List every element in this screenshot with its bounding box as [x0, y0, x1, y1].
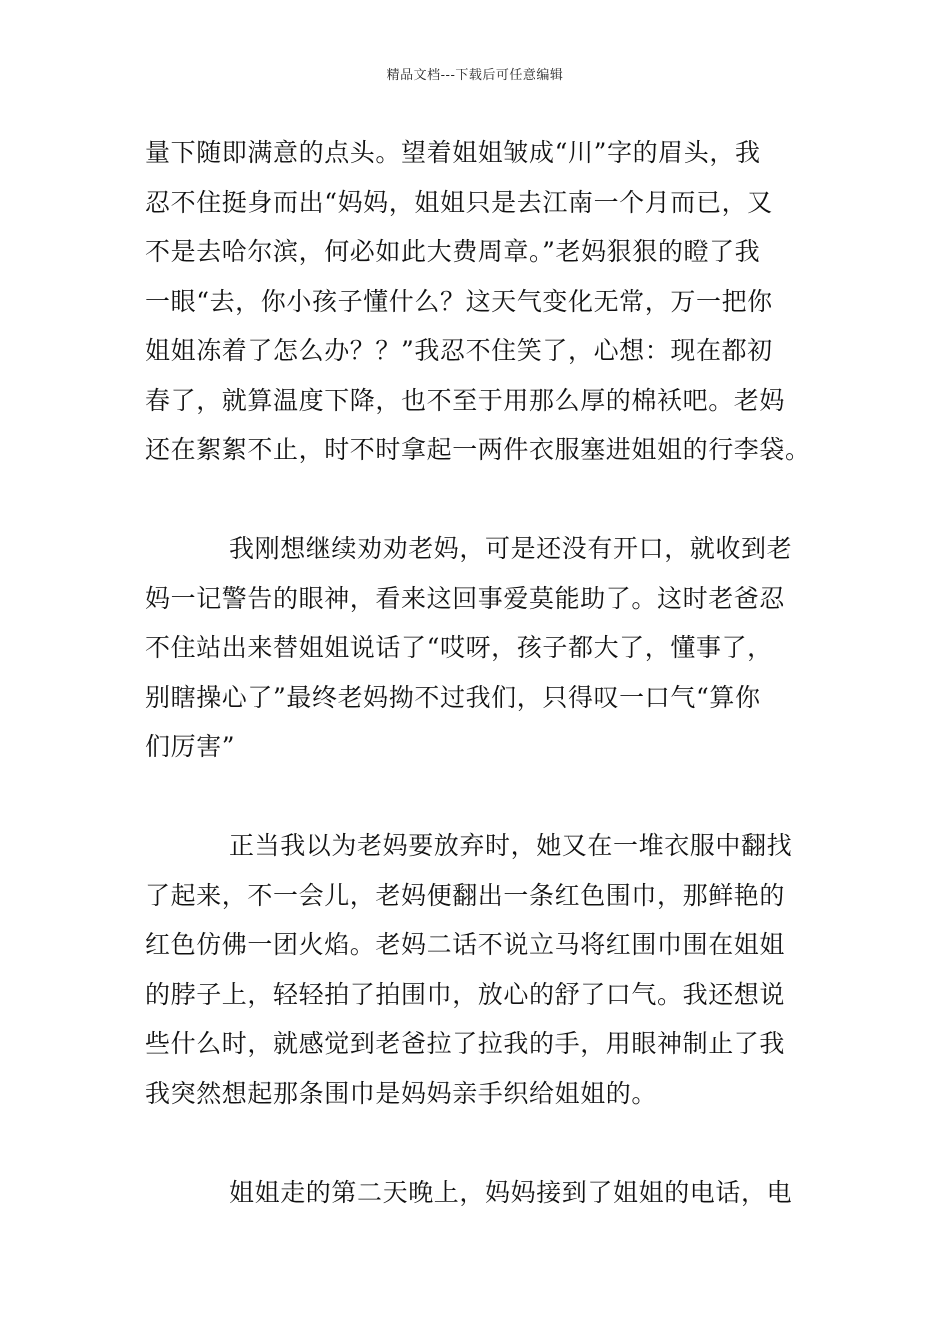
paragraph-spacer: [145, 475, 810, 525]
paragraph-spacer: [145, 1118, 810, 1168]
text-line: 正当我以为老妈要放弃时，她又在一堆衣服中翻找: [229, 831, 793, 860]
text-line: 红色仿佛一团火焰。老妈二话不说立马将红围巾围在姐姐: [145, 930, 786, 959]
paragraph-1: [145, 128, 810, 475]
text-line: 不是去哈尔滨，何必如此大费周章。”老妈狠狠的瞪了我: [145, 237, 761, 266]
paragraph-2: [145, 524, 810, 772]
text-line: 些什么时，就感觉到老爸拉了拉我的手，用眼神制止了我: [145, 1029, 786, 1058]
text-line: 还在絮絮不止，时不时拿起一两件衣服塞进姐姐的行李袋。: [145, 435, 811, 464]
text-line: 春了，就算温度下降，也不至于用那么厚的棉袄吧。老妈: [145, 385, 786, 415]
document-body: [145, 128, 810, 1217]
text-line: 妈一记警告的眼神，看来这回事爱莫能助了。这时老爸忍: [145, 583, 786, 613]
text-line: 我突然想起那条围巾是妈妈亲手织给姐姐的。: [145, 1078, 658, 1108]
text-line: 们厉害”: [145, 732, 236, 761]
text-line: 了起来，不一会儿，老妈便翻出一条红色围巾，那鲜艳的: [145, 880, 786, 910]
text-line: 忍不住挺身而出“妈妈，姐姐只是去江南一个月而已，又: [145, 187, 773, 217]
text-line: 别瞎操心了”最终老妈拗不过我们，只得叹一口气“算你: [145, 682, 761, 712]
text-line: 的脖子上，轻轻拍了拍围巾，放心的舒了口气。我还想说: [145, 979, 786, 1009]
text-line: 一眼“去，你小孩子懂什么？这天气变化无常，万一把你: [145, 286, 773, 316]
text-line: 我刚想继续劝劝老妈，可是还没有开口，就收到老: [229, 534, 793, 563]
paragraph-3: [145, 821, 810, 1118]
text-line: 姐姐冻着了怎么办？？”我忍不住笑了，心想：现在都初: [145, 336, 773, 365]
paragraph-4: [145, 1168, 810, 1218]
paragraph-spacer: [145, 772, 810, 822]
text-line: 姐姐走的第二天晚上，妈妈接到了姐姐的电话，电: [229, 1177, 793, 1207]
text-line: 量下随即满意的点头。望着姐姐皱成“川”字的眉头，我: [145, 138, 761, 167]
text-line: 不住站出来替姐姐说话了“哎呀，孩子都大了，懂事了，: [145, 633, 773, 662]
page-header: 精品文档---下载后可任意编辑: [386, 68, 564, 83]
